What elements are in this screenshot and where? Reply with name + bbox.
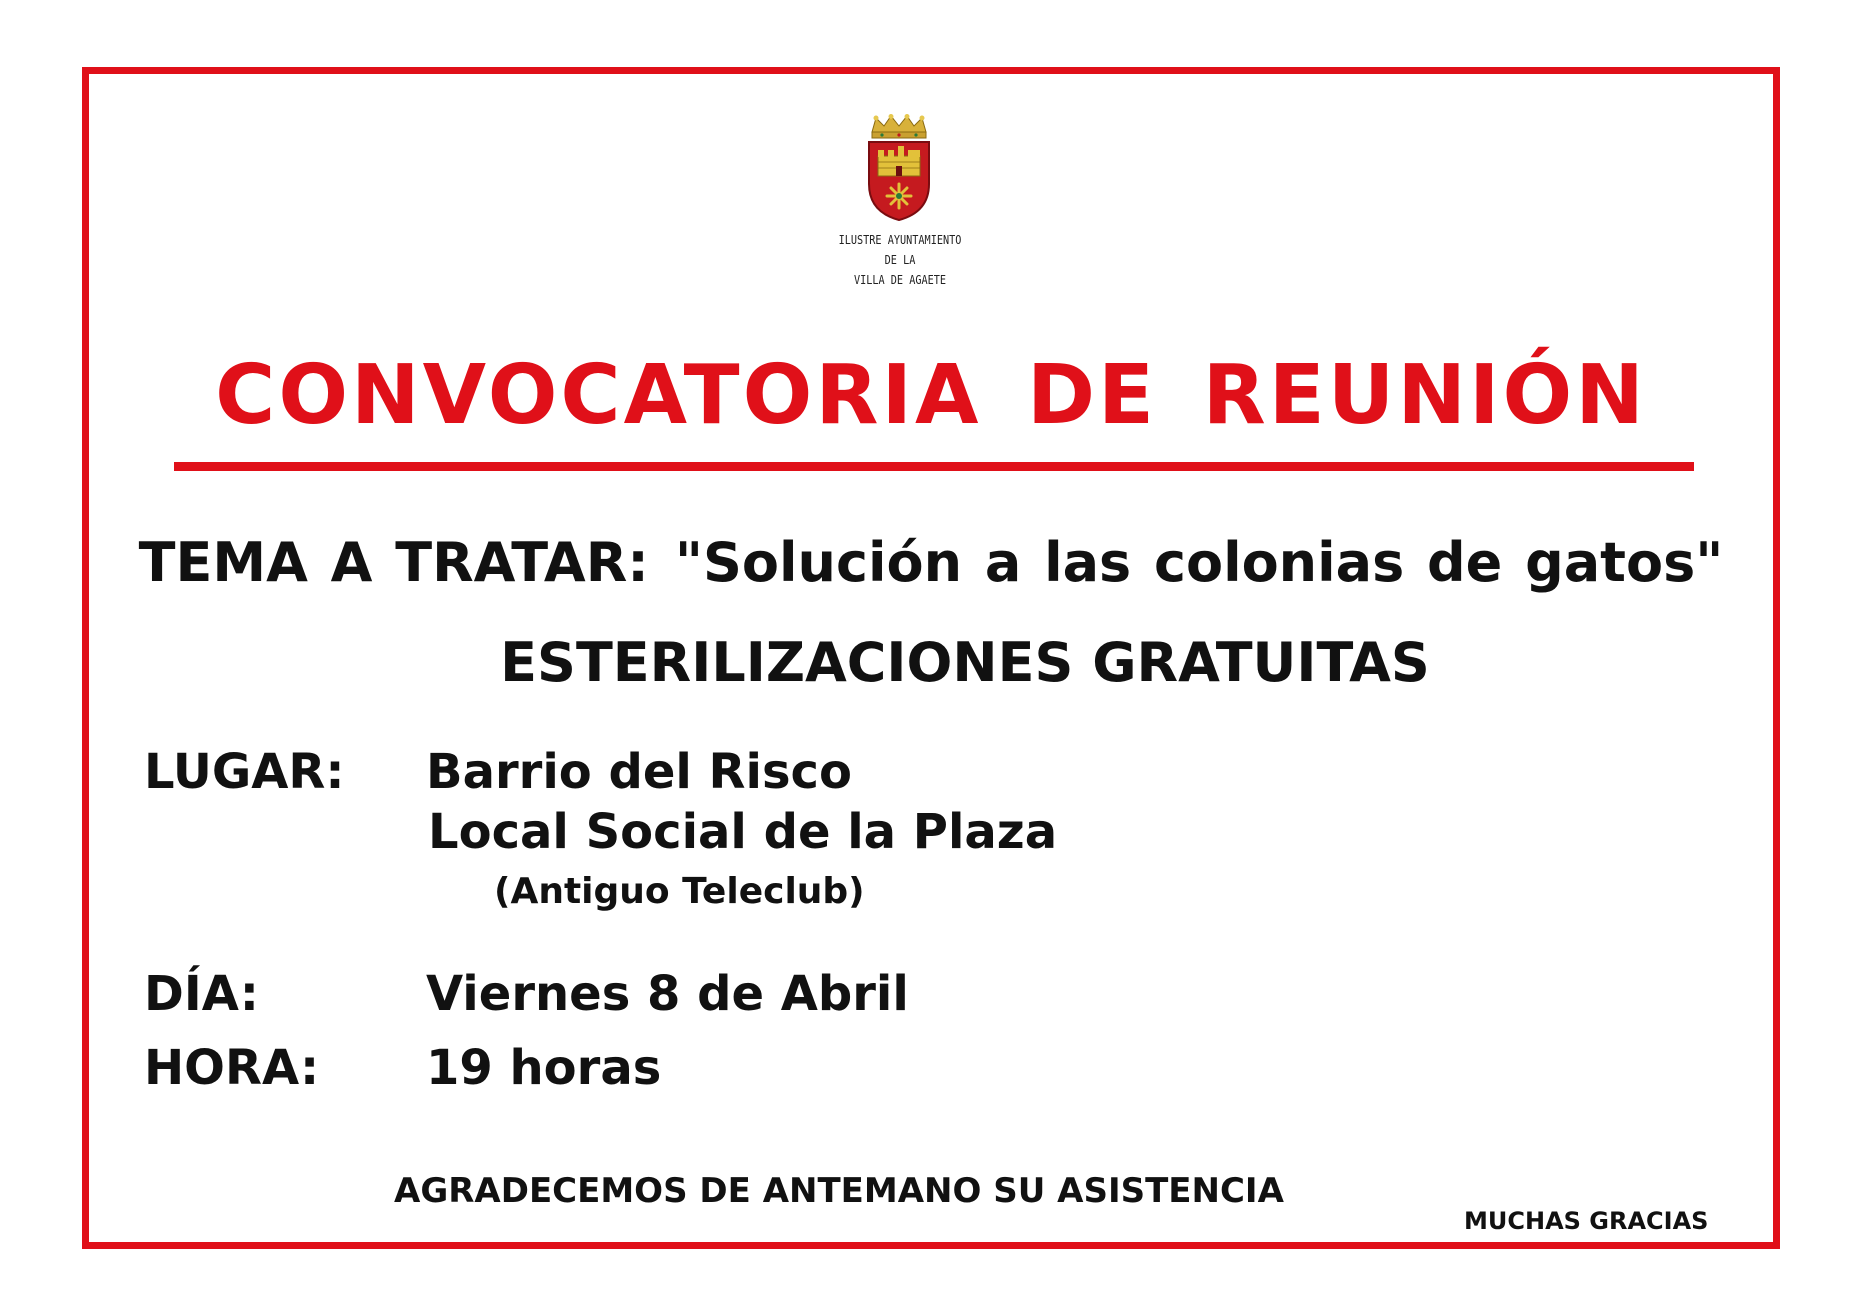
page-title: CONVOCATORIA DE REUNIÓN [215,348,1647,443]
subtitle: ESTERILIZACIONES GRATUITAS [500,631,1430,694]
topic-value: "Solución a las colonias de gatos" [674,531,1724,594]
coat-of-arms-icon [866,114,932,222]
title-underline [174,462,1694,471]
time-value: 19 horas [426,1040,662,1096]
closing-text: AGRADECEMOS DE ANTEMANO SU ASISTENCIA [394,1171,1284,1211]
signoff-text: MUCHAS GRACIAS [1464,1207,1709,1235]
organization-line-1: ILUSTRE AYUNTAMIENTO [838,233,962,247]
time-label: HORA: [144,1040,320,1096]
topic-line [0,531,1862,594]
topic-label: TEMA A TRATAR: [138,531,649,594]
organization-line-2: DE LA [884,253,916,267]
day-value: Viernes 8 de Abril [426,966,909,1022]
place-line-3: (Antiguo Teleclub) [494,871,865,912]
place-line-2: Local Social de la Plaza [428,804,1058,860]
place-line-1: Barrio del Risco [426,744,852,800]
organization-line-3: VILLA DE AGAETE [853,273,947,287]
day-label: DÍA: [144,966,259,1022]
place-label: LUGAR: [144,744,345,800]
